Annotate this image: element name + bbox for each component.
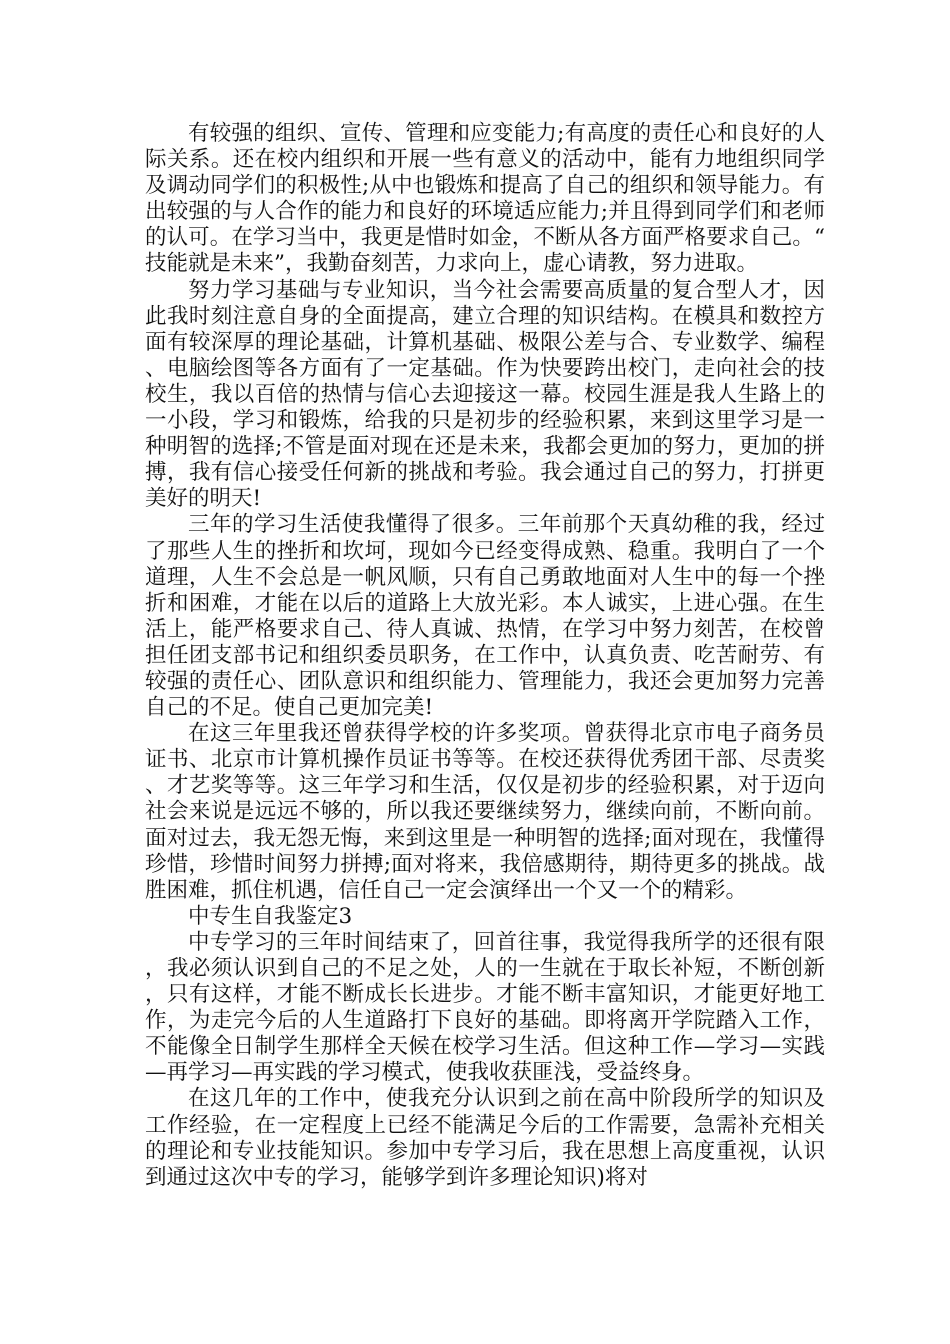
paragraph: 中专学习的三年时间结束了，回首往事，我觉得我所学的还很有限，我必须认识到自己的不足之处，人的一生就在于取长补短，不断创新，只有这样，才能不断成长长进步。才能不断丰富知识，才能更好地工作，为走完今后的人生道路打下良好的基础。即将离开学院踏入工作，不能像全日制学生那样全天候在校学习生活。但这种工作—学习—实践—再学习—再实践的学习模式，使我收获匪浅，受益终身。 (145, 929, 825, 1086)
document-body (145, 121, 825, 1191)
paragraph: 努力学习基础与专业知识，当今社会需要高质量的复合型人才，因此我时刻注意自身的全面提高，建立合理的知识结构。在模具和数控方面有较深厚的理论基础，计算机基础、极限公差与合、专业数学、编程、电脑绘图等各方面有了一定基础。作为快要跨出校门，走向社会的技校生，我以百倍的热情与信心去迎接这一幕。校园生涯是我人生路上的一小段，学习和锻炼，给我的只是初步的经验积累，来到这里学习是一种明智的选择;不管是面对现在还是未来，我都会更加的努力，更加的拼搏，我有信心接受任何新的挑战和考验。我会通过自己的努力，打拼更美好的明天! (145, 277, 825, 512)
section-heading: 中专生自我鉴定3 (188, 903, 353, 929)
paragraph: 三年的学习生活使我懂得了很多。三年前那个天真幼稚的我，经过了那些人生的挫折和坎坷，现如今已经变得成熟、稳重。我明白了一个道理，人生不会总是一帆风顺，只有自己勇敢地面对人生中的每一个挫折和困难，才能在以后的道路上大放光彩。本人诚实，上进心强。在生活上，能严格要求自己、待人真诚、热情，在学习中努力刻苦，在校曾担任团支部书记和组织委员职务，在工作中，认真负责、吃苦耐劳、有较强的责任心、团队意识和组织能力、管理能力，我还会更加努力完善自己的不足。使自己更加完美! (145, 512, 825, 721)
paragraph: 有较强的组织、宣传、管理和应变能力;有高度的责任心和良好的人际关系。还在校内组织和开展一些有意义的活动中，能有力地组织同学及调动同学们的积极性;从中也锻炼和提高了自己的组织和领导能力。有出较强的与人合作的能力和良好的环境适应能力;并且得到同学们和老师的认可。在学习当中，我更是惜时如金，不断从各方面严格要求自己。“技能就是未来”，我勤奋刻苦，力求向上，虚心请教，努力进取。 (145, 121, 825, 277)
paragraph: 在这三年里我还曾获得学校的许多奖项。曾获得北京市电子商务员证书、北京市计算机操作员证书等等。在校还获得优秀团干部、尽责奖、才艺奖等等。这三年学习和生活，仅仅是初步的经验积累，对于迈向社会来说是远远不够的，所以我还要继续努力，继续向前，不断向前。面对过去，我无怨无悔，来到这里是一种明智的选择;面对现在，我懂得珍惜，珍惜时间努力拼搏;面对将来，我倍感期待，期待更多的挑战。战胜困难，抓住机遇，信任自己一定会演绎出一个又一个的精彩。 (145, 721, 825, 903)
paragraph: 在这几年的工作中，使我充分认识到之前在高中阶段所学的知识及工作经验，在一定程度上已经不能满足今后的工作需要，急需补充相关的理论和专业技能知识。参加中专学习后，我在思想上高度重视，认识到通过这次中专的学习，能够学到许多理论知识)将对 (145, 1086, 825, 1190)
